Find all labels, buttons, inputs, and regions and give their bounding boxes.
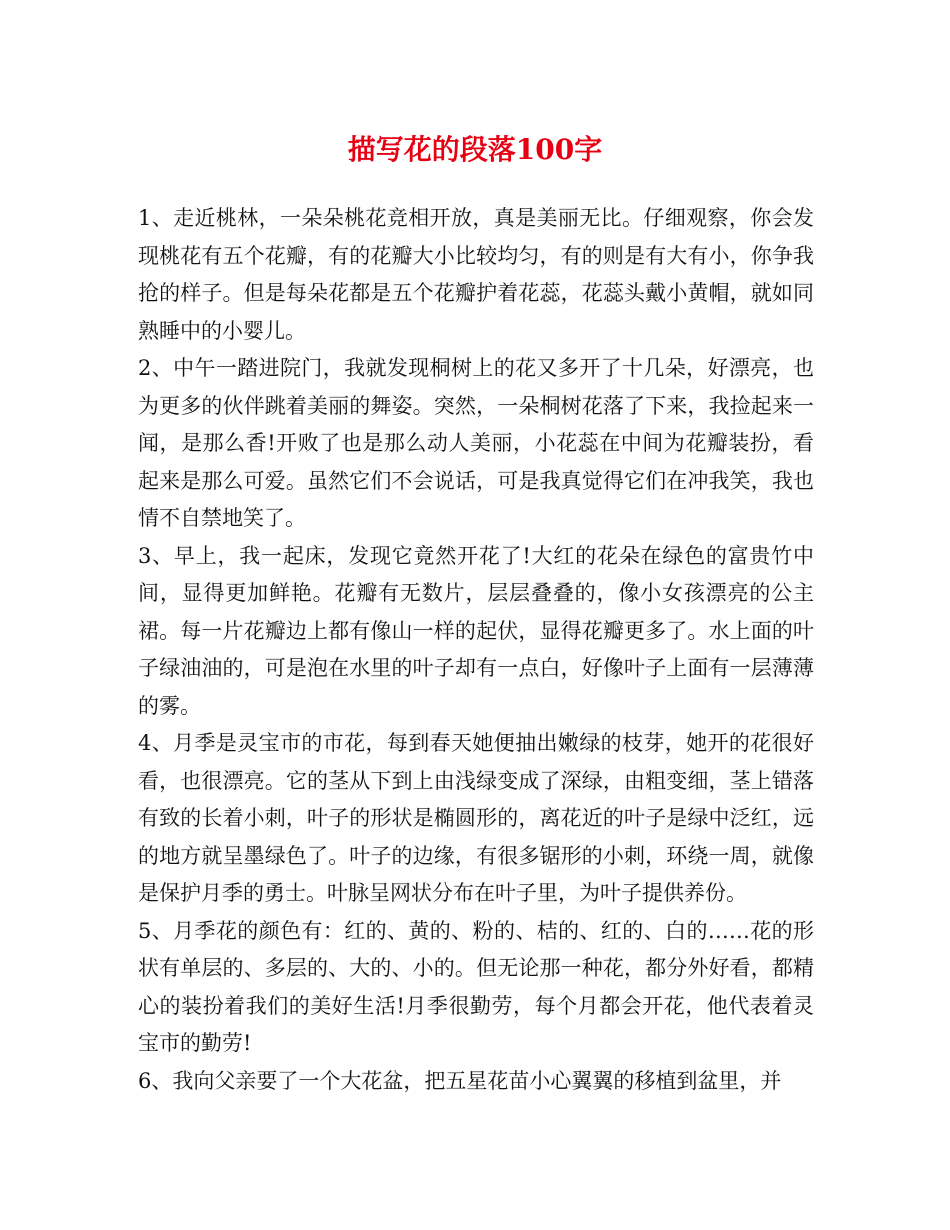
paragraph-4: 4、月季是灵宝市的市花，每到春天她便抽出嫩绿的枝芽，她开的花很好看，也很漂亮。它的茎从下到上由浅绿变成了深绿，由粗变细，茎上错落有致的长着小刺，叶子的形状是椭圆形的，离花近的叶子是绿中泛红，远的地方就呈墨绿色了。叶子的边缘，有很多锯形的小刺，环绕一周，就像是保护月季的勇士。叶脉呈网状分布在叶子里，为叶子提供养份。	[138, 731, 814, 905]
paragraph-2: 2、中午一踏进院门，我就发现桐树上的花又多开了十几朵，好漂亮，也为更多的伙伴跳着美丽的舞姿。突然，一朵桐树花落了下来，我捡起来一闻，是那么香!开败了也是那么动人美丽，小花蕊在中间为花瓣装扮，看起来是那么可爱。虽然它们不会说话，可是我真觉得它们在冲我笑，我也情不自禁地笑了。	[138, 356, 814, 530]
paragraph-1: 1、走近桃林，一朵朵桃花竞相开放，真是美丽无比。仔细观察，你会发现桃花有五个花瓣，有的花瓣大小比较均匀，有的则是有大有小，你争我抢的样子。但是每朵花都是五个花瓣护着花蕊，花蕊头戴小黄帽，就如同熟睡中的小婴儿。	[138, 206, 814, 343]
paragraph-6: 6、我向父亲要了一个大花盆，把五星花苗小心翼翼的移植到盆里，并	[138, 1068, 782, 1093]
paragraph-5: 5、月季花的颜色有：红的、黄的、粉的、桔的、红的、白的……花的形状有单层的、多层的、大的、小的。但无论那一种花，都分外好看，都精心的装扮着我们的美好生活!月季很勤劳，每个月都会开花，他代表着灵宝市的勤劳!	[138, 918, 814, 1055]
document-body	[138, 200, 814, 1100]
paragraph-3: 3、早上，我一起床，发现它竟然开花了!大红的花朵在绿色的富贵竹中间，显得更加鲜艳。花瓣有无数片，层层叠叠的，像小女孩漂亮的公主裙。每一片花瓣边上都有像山一样的起伏，显得花瓣更多了。水上面的叶子绿油油的，可是泡在水里的叶子却有一点白，好像叶子上面有一层薄薄的雾。	[138, 543, 814, 718]
document-title: 描写花的段落100字	[347, 133, 603, 166]
